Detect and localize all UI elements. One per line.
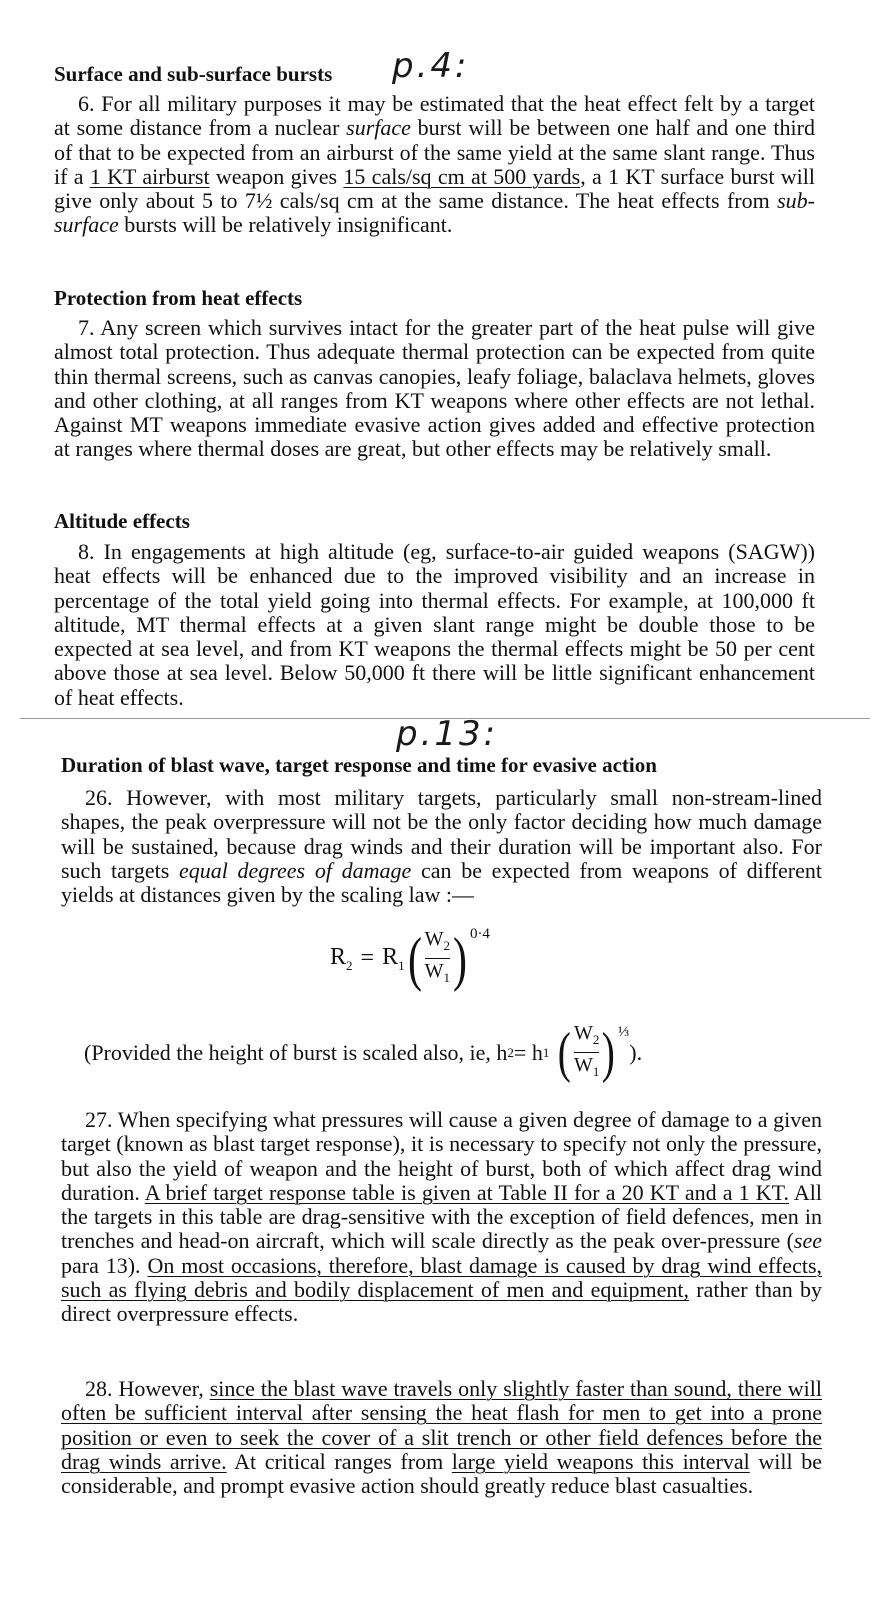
numerator (574, 1022, 599, 1051)
text-run: can be expected from weapons of different yields at distances given by the scaling law :— (61, 857, 822, 908)
subscript: 2 (507, 1044, 514, 1060)
subscript: 2 (443, 938, 450, 953)
paragraph-number: 7. (78, 315, 95, 340)
underlined-text: 1 KT airburst (89, 163, 210, 189)
text-run: , a 1 KT surface burst will give only about 5 to 7½ cals/sq cm at the same distance. The heat effects from (54, 163, 815, 214)
text-emphasis: surface (346, 115, 411, 141)
paragraph-number: 6. (78, 91, 95, 116)
fraction-bar (574, 1052, 599, 1053)
denominator (574, 1054, 599, 1083)
symbol: W (574, 1022, 593, 1044)
text-run: weapon gives (209, 163, 344, 189)
right-paren: ) (602, 1021, 616, 1084)
text-run: In engagements at high altitude (eg, surface-to-air guided weapons (SAGW)) heat effects will be enhanced due to the improved visibility and an increase in percentage of the total yield going into thermal effects. For example, at 100,000 ft altitude, MT thermal effects at a given slant range might be double those to be expected at sea level, and from KT weapons the thermal effects might be 50 per cent above those at sea level. Below 50,000 ft there will be little significant enhancement of heat effects. (54, 539, 815, 710)
exponent: ⅓ (618, 1024, 630, 1040)
paragraph-6 (54, 92, 815, 238)
underlined-text: On most occasions, therefore, blast damage is caused by drag wind effects, such as flying debris and bodily displacement of men and equipment, (61, 1252, 823, 1303)
paragraph-28 (61, 1377, 822, 1498)
symbol: W (574, 1054, 593, 1076)
text-run: At critical ranges from (226, 1448, 452, 1474)
symbol: R (382, 943, 399, 970)
text-run: However, (118, 1376, 210, 1401)
underlined-text: A brief target response table is given at Table II for a 20 KT and a 1 KT. (144, 1179, 789, 1205)
height-scaling-proviso (84, 1022, 642, 1083)
symbol: W (424, 928, 444, 950)
subscript: 1 (443, 970, 450, 985)
paragraph-number: 26. (85, 785, 113, 810)
text-emphasis: equal degrees of damage (178, 857, 412, 883)
formula-r1 (382, 944, 405, 974)
yield-ratio-fraction (425, 928, 450, 989)
text-emphasis: sub-surface (54, 188, 815, 238)
handwritten-page-ref-13: p.13: (396, 714, 499, 754)
paragraph-26 (61, 786, 822, 907)
text-run: However, with most military targets, particularly small non-stream-lined shapes, the peak overpressure will not be the only factor deciding how much damage will be sustained, because drag winds and their duration will be important also. For such targets (61, 785, 822, 883)
scaling-law-formula (330, 925, 490, 992)
left-paren: ( (558, 1021, 572, 1084)
yield-ratio-fraction (574, 1022, 599, 1083)
right-paren: ) (452, 925, 467, 992)
text-run: (Provided the height of burst is scaled also, ie, h (84, 1039, 508, 1065)
equals-sign: = (360, 945, 375, 971)
subscript: 2 (592, 1032, 600, 1047)
fraction-bar (425, 958, 450, 959)
left-paren: ( (407, 925, 422, 992)
text-run: will be considerable, and prompt evasive action should greatly reduce blast casualties. (61, 1448, 822, 1499)
text-run: bursts will be relatively insignificant. (118, 212, 453, 238)
text-run: = h (513, 1039, 543, 1065)
text-run: para 13). (61, 1252, 148, 1278)
paragraph-number: 27. (85, 1107, 113, 1132)
subscript: 2 (346, 957, 353, 973)
subscript: 1 (592, 1064, 600, 1079)
heading-altitude: Altitude effects (54, 509, 190, 533)
subscript: 1 (542, 1044, 550, 1060)
text-run: All the targets in this table are drag-sensitive with the exception of field defences, men in trenches and head-on aircraft, which will scale directly as the peak over-pressure ( (61, 1179, 823, 1254)
text-emphasis: see (793, 1228, 822, 1254)
heading-surface-bursts: Surface and sub-surface bursts (54, 62, 333, 86)
underlined-text: since the blast wave travels only slightly faster than sound, there will often be sufficient interval after sensing the heat flash for men to get into a prone position or even to seek the cover of a slit trench or other field defences before the drag winds arrive. (61, 1376, 823, 1474)
paragraph-8 (54, 540, 815, 710)
text-run: burst will be between one half and one third of that to be expected from an airburst of the same yield at the same slant range. Thus if a (54, 115, 815, 189)
text-run: For all military purposes it may be estimated that the heat effect felt by a target at some distance from a nuclear (54, 91, 815, 141)
subscript: 1 (398, 957, 405, 973)
denominator (425, 960, 450, 989)
handwritten-page-ref-4: p.4: (392, 46, 470, 86)
text-run: ). (629, 1039, 643, 1065)
paragraph-27 (61, 1108, 822, 1327)
symbol: R (330, 943, 347, 970)
paragraph-number: 28. (85, 1376, 113, 1401)
paragraph-7 (54, 316, 815, 462)
numerator (425, 928, 450, 957)
underlined-text: large yield weapons this interval (451, 1448, 750, 1474)
symbol: W (424, 960, 444, 982)
underlined-text: 15 cals/sq cm at 500 yards (343, 163, 581, 189)
text-run: rather than by direct overpressure effects. (61, 1277, 822, 1327)
text-run: Any screen which survives intact for the greater part of the heat pulse will give almost total protection. Thus adequate thermal protection can be expected from quite thin thermal screens, such as canvas canopies, leafy foliage, balaclava helmets, gloves and other clothing, at all ranges from KT weapons where other effects are not lethal. Against MT weapons immediate evasive action gives added and effective protection at ranges where thermal doses are great, but other effects may be relatively small. (54, 315, 815, 462)
text-run: When specifying what pressures will cause a given degree of damage to a given target (known as blast target response), it is necessary to specify not only the pressure, but also the yield of weapon and the height of burst, both of which affect drag wind duration. (61, 1107, 822, 1205)
formula-lhs (330, 944, 353, 974)
heading-protection: Protection from heat effects (54, 286, 303, 310)
exponent: 0·4 (469, 926, 490, 942)
heading-blast-duration: Duration of blast wave, target response and time for evasive action (61, 753, 657, 777)
paragraph-number: 8. (78, 539, 95, 564)
